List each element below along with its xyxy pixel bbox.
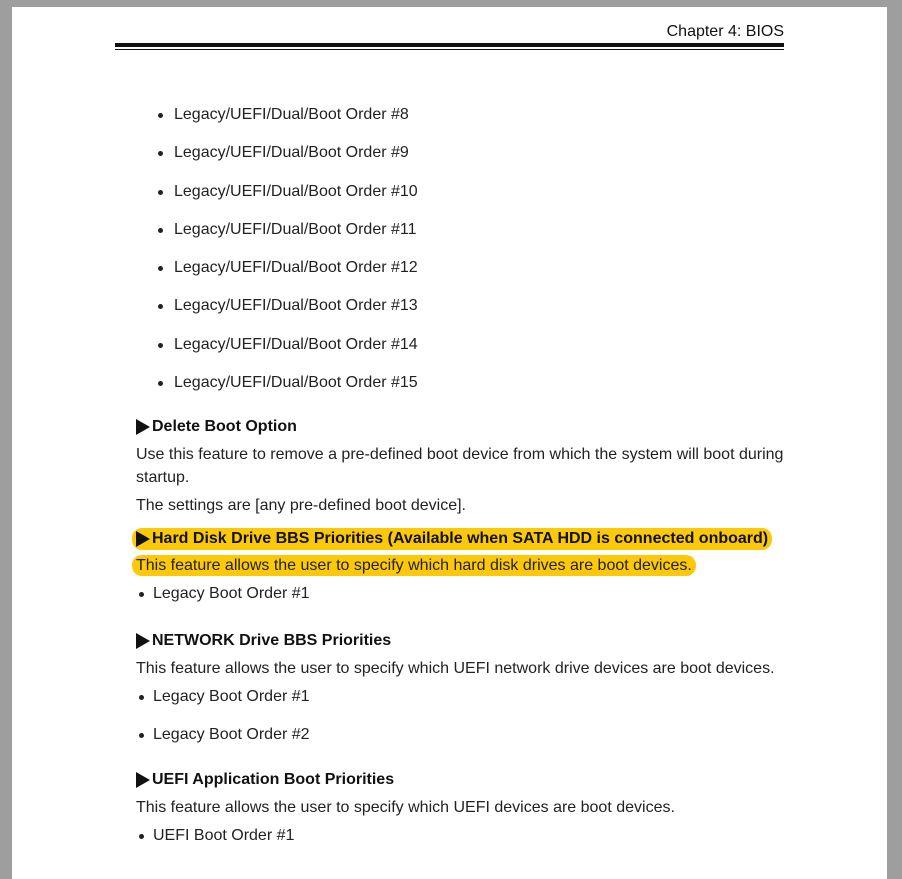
triangle-bullet-icon xyxy=(136,633,150,649)
hdd-bbs-section xyxy=(136,528,796,604)
section-description: Use this feature to remove a pre-defined boot device from which the system will boot during startup. xyxy=(136,446,784,486)
network-order-list xyxy=(136,687,796,745)
list-item: Legacy Boot Order #2 xyxy=(136,725,796,745)
section-settings: The settings are [any pre-defined boot device]. xyxy=(136,497,466,514)
section-title: Hard Disk Drive BBS Priorities (Available when SATA HDD is connected onboard) xyxy=(152,530,769,547)
section-title: NETWORK Drive BBS Priorities xyxy=(152,632,392,649)
list-item: Legacy/UEFI/Dual/Boot Order #15 xyxy=(157,373,418,411)
uefi-app-section xyxy=(136,770,796,846)
section-description: This feature allows the user to specify which hard disk drives are boot devices. xyxy=(132,555,696,576)
uefi-order-list xyxy=(136,826,796,846)
list-item: Legacy/UEFI/Dual/Boot Order #12 xyxy=(157,258,418,296)
section-title: Delete Boot Option xyxy=(152,418,297,435)
list-item: Legacy/UEFI/Dual/Boot Order #10 xyxy=(157,182,418,220)
list-item: Legacy Boot Order #1 xyxy=(136,687,796,707)
list-item: Legacy/UEFI/Dual/Boot Order #9 xyxy=(157,143,418,181)
highlight xyxy=(132,528,772,550)
delete-boot-option-section xyxy=(136,417,796,517)
header-rule-thin xyxy=(115,49,784,50)
list-item: Legacy/UEFI/Dual/Boot Order #14 xyxy=(157,335,418,373)
chapter-title: Chapter 4: BIOS xyxy=(666,23,784,40)
triangle-bullet-icon xyxy=(136,419,150,435)
triangle-bullet-icon xyxy=(136,772,150,788)
list-item: Legacy Boot Order #1 xyxy=(136,584,796,604)
section-description: This feature allows the user to specify which UEFI network drive devices are boot devices. xyxy=(136,660,775,677)
network-bbs-section xyxy=(136,631,796,745)
list-item: Legacy/UEFI/Dual/Boot Order #11 xyxy=(157,220,418,258)
list-item: Legacy/UEFI/Dual/Boot Order #8 xyxy=(157,105,418,143)
header-rule xyxy=(115,43,784,47)
section-title: UEFI Application Boot Priorities xyxy=(152,771,395,788)
hdd-order-list xyxy=(136,584,796,604)
document-page xyxy=(12,7,887,879)
triangle-bullet-icon xyxy=(136,531,150,547)
list-item: UEFI Boot Order #1 xyxy=(136,826,796,846)
boot-order-list xyxy=(157,105,418,411)
section-description: This feature allows the user to specify which UEFI devices are boot devices. xyxy=(136,799,675,816)
list-item: Legacy/UEFI/Dual/Boot Order #13 xyxy=(157,296,418,334)
